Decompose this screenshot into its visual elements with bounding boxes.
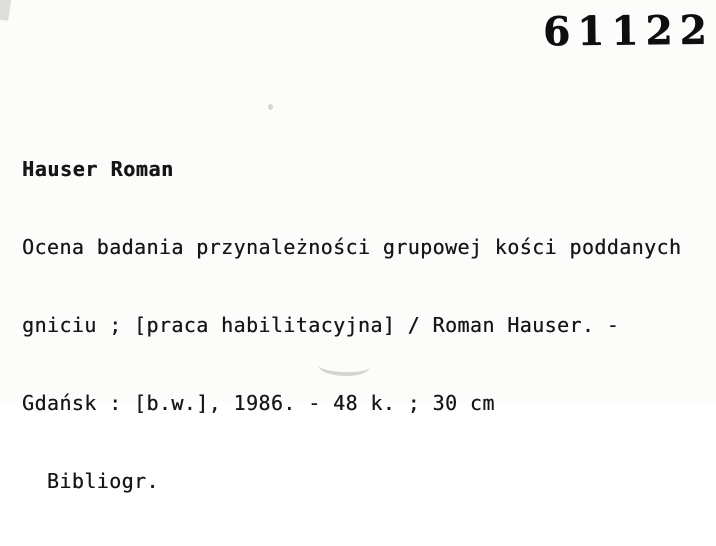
accession-number-stamp: 61122 — [542, 6, 714, 56]
entry-line-note: Bibliogr. — [22, 469, 159, 493]
entry-line-subtitle: gniciu ; [praca habilitacyjna] / Roman Hauser. - — [22, 313, 620, 337]
scan-corner-artifact — [0, 0, 12, 21]
author-heading: Hauser Roman — [22, 157, 174, 181]
bibliographic-entry — [22, 104, 681, 546]
entry-line-imprint: Gdańsk : [b.w.], 1986. - 48 k. ; 30 cm — [22, 391, 495, 415]
scan-speck-artifact — [268, 104, 273, 110]
entry-line-title: Ocena badania przynależności grupowej kości poddanych — [22, 235, 682, 259]
